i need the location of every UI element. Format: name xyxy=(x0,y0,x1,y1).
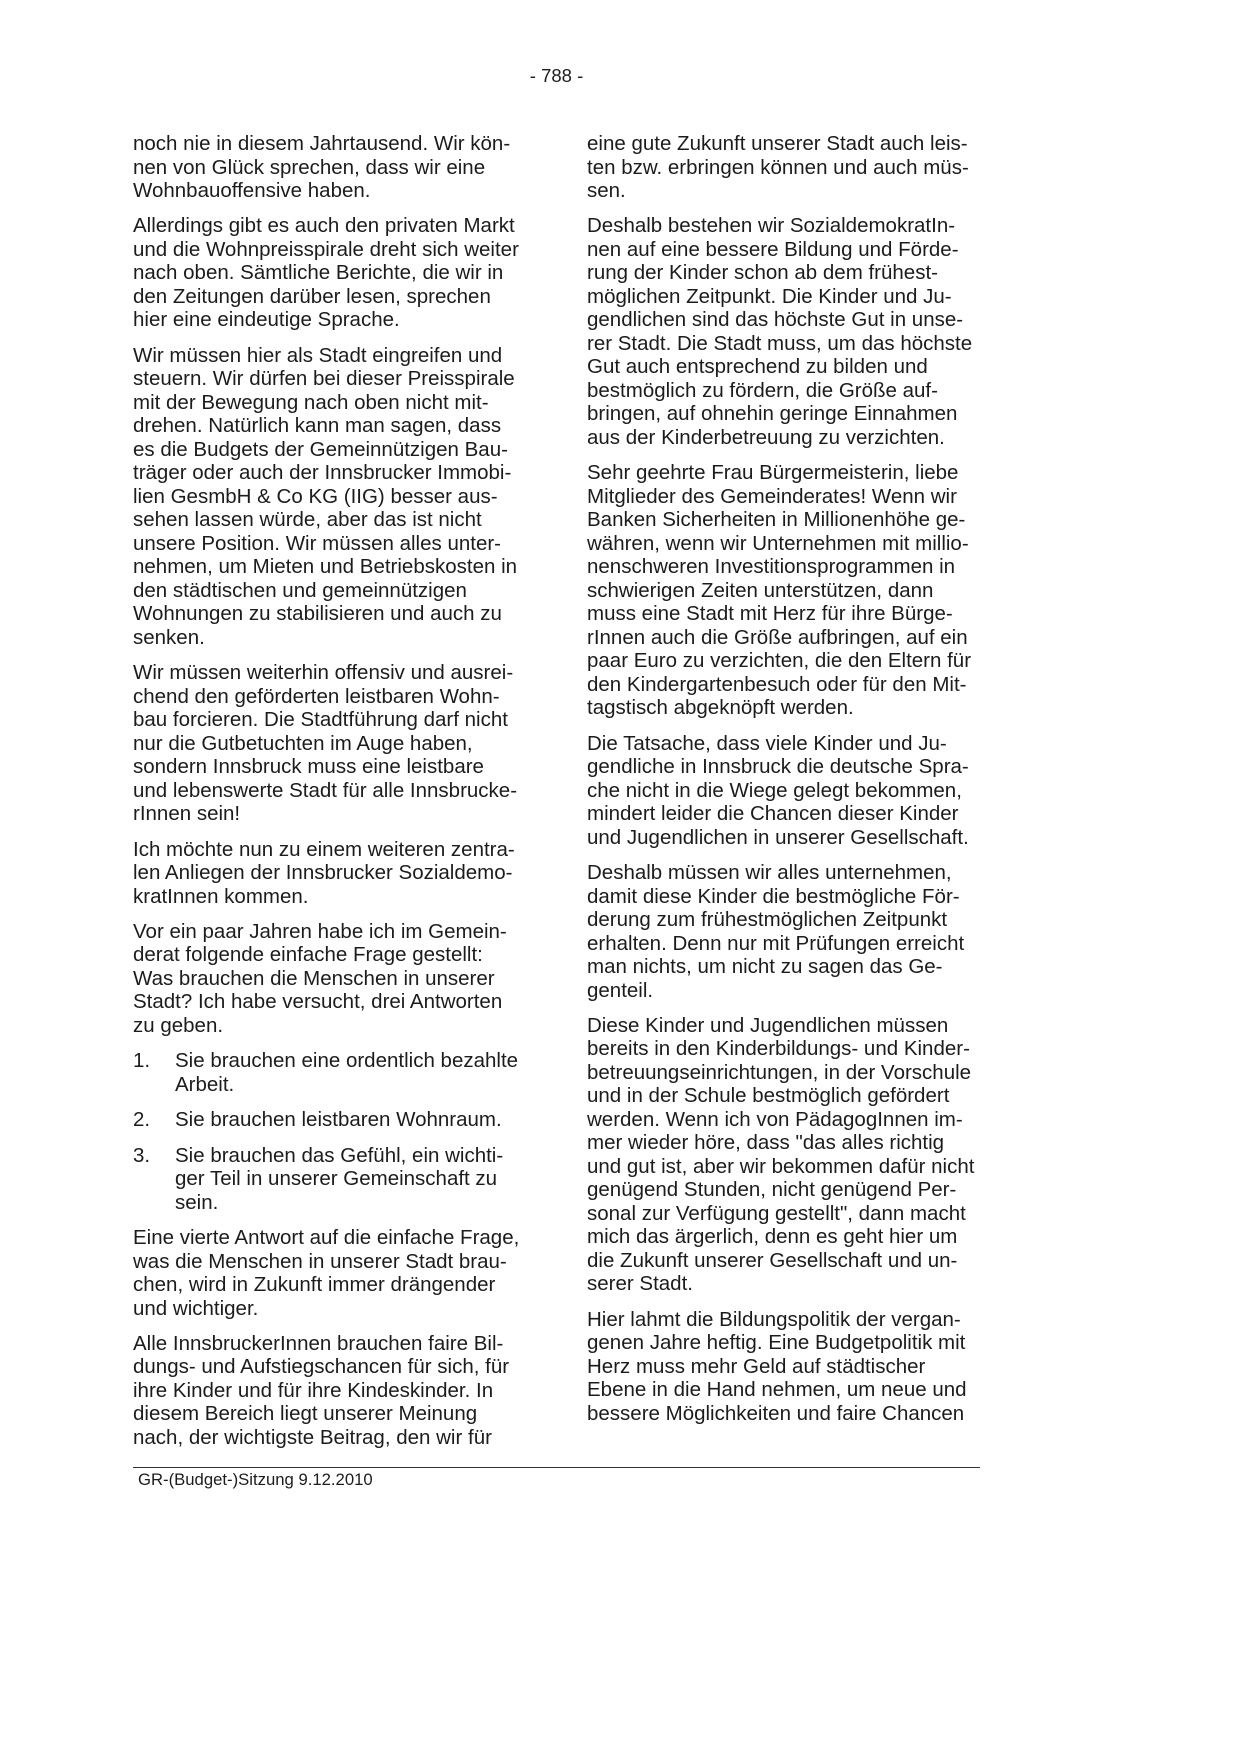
left-column xyxy=(133,132,543,1461)
footer-divider xyxy=(133,1467,980,1468)
paragraph: Sehr geehrte Frau Bürgermeisterin, liebe Mitglieder des Gemeinderates! Wenn wir Banken Sicherheiten in Millionenhöhe ge- währen, wenn wir Unternehmen mit millio- nenschweren Investitionsprogrammen in schwierigen Zeiten unterstützen, dann muss eine Stadt mit Herz für ihre Bürge- rInnen auch die Größe aufbringen, auf ein paar Euro zu verzichten, die den Eltern für den Kindergartenbesuch oder für den Mit- tagstisch abgeknöpft werden. xyxy=(587,461,972,720)
paragraph: Hier lahmt die Bildungspolitik der vergan- genen Jahre heftig. Eine Budgetpolitik mit Herz muss mehr Geld auf städtischer Ebene in die Hand nehmen, um neue und bessere Möglichkeiten und faire Chancen xyxy=(587,1307,967,1425)
paragraph: Diese Kinder und Jugendlichen müssen bereits in den Kinderbildungs- und Kinder- betreuungseinrichtungen, in der Vorschule und in der Schule bestmöglich gefördert werden. Wenn ich von PädagogInnen im- mer wieder höre, dass "das alles richtig und gut ist, aber wir bekommen dafür nicht genügend Stunden, nicht genügend Per- sonal zur Verfügung gestellt", dann macht mich das ärgerlich, denn es geht hier um die Zukunft unserer Gesellschaft und un- serer Stadt. xyxy=(587,1013,975,1296)
right-column xyxy=(587,132,997,1437)
paragraph: Eine vierte Antwort auf die einfache Frage, was die Menschen in unserer Stadt brau- chen, wird in Zukunft immer drängender und wichtiger. xyxy=(133,1226,520,1320)
numbered-list-item xyxy=(133,1108,543,1132)
numbered-list-item xyxy=(133,1144,543,1215)
list-item-number: 3. xyxy=(133,1143,151,1167)
paragraph: Vor ein paar Jahren habe ich im Gemein- derat folgende einfache Frage gestellt: Was brauchen die Menschen in unserer Stadt? Ich habe versucht, drei Antworten zu geben. xyxy=(133,919,507,1037)
footer-session-label: GR-(Budget-)Sitzung 9.12.2010 xyxy=(138,1470,373,1489)
paragraph: Alle InnsbruckerInnen brauchen faire Bil- dungs- und Aufstiegschancen für sich, für ihre Kinder und für ihre Kindeskinder. In diesem Bereich liegt unserer Meinung nach, der wichtigste Beitrag, den wir für xyxy=(133,1331,510,1449)
numbered-list-item xyxy=(133,1049,543,1096)
list-item-text: Sie brauchen das Gefühl, ein wichti- ger Teil in unserer Gemeinschaft zu sein. xyxy=(175,1143,504,1214)
paragraph: Die Tatsache, dass viele Kinder und Ju- gendliche in Innsbruck die deutsche Spra- che nicht in die Wiege gelegt bekommen, mindert leider die Chancen dieser Kinder und Jugendlichen in unserer Gesellschaft. xyxy=(587,731,969,849)
paragraph: Deshalb müssen wir alles unternehmen, damit diese Kinder die bestmögliche För- derung zum frühestmöglichen Zeitpunkt erhalten. Denn nur mit Prüfungen erreicht man nichts, um nicht zu sagen das Ge- genteil. xyxy=(587,861,965,1002)
list-item-text: Sie brauchen leistbaren Wohnraum. xyxy=(175,1108,502,1132)
paragraph: Ich möchte nun zu einem weiteren zentra- len Anliegen der Innsbrucker Sozialdemo- kratInnen kommen. xyxy=(133,837,515,908)
list-item-number: 2. xyxy=(133,1108,151,1132)
list-item-number: 1. xyxy=(133,1049,151,1073)
paragraph: Deshalb bestehen wir SozialdemokratIn- nen auf eine bessere Bildung und Förde- rung der Kinder schon ab dem frühest- möglichen Zeitpunkt. Die Kinder und Ju- gendlichen sind das höchste Gut in unse- rer Stadt. Die Stadt muss, um das höchste Gut auch entsprechend zu bilden und bestmöglich zu fördern, die Größe auf- bringen, auf ohnehin geringe Einnahmen aus der Kinderbetreuung zu verzichten. xyxy=(587,214,973,449)
paragraph: Wir müssen hier als Stadt eingreifen und steuern. Wir dürfen bei dieser Preisspirale mit der Bewegung nach oben nicht mit- drehen. Natürlich kann man sagen, dass es die Budgets der Gemeinnützigen Bau- träger oder auch der Innsbrucker Immobi- lien GesmbH & Co KG (IIG) besser aus- sehen lassen würde, aber das ist nicht unsere Position. Wir müssen alles unter- nehmen, um Mieten und Betriebskosten in den städtischen und gemeinnützigen Wohnungen zu stabilisieren und auch zu senken. xyxy=(133,343,518,649)
paragraph: eine gute Zukunft unserer Stadt auch leis- ten bzw. erbringen können und auch müs- sen. xyxy=(587,132,969,202)
paragraph: Allerdings gibt es auch den privaten Markt und die Wohnpreisspirale dreht sich weiter nach oben. Sämtliche Berichte, die wir in den Zeitungen darüber lesen, sprechen hier eine eindeutige Sprache. xyxy=(133,214,519,332)
page-number: - 788 - xyxy=(529,65,584,86)
list-item-text: Sie brauchen eine ordentlich bezahlte Arbeit. xyxy=(175,1049,519,1096)
paragraph: Wir müssen weiterhin offensiv und ausrei- chend den geförderten leistbaren Wohn- bau forcieren. Die Stadtführung darf nicht nur die Gutbetuchten im Auge haben, sondern Innsbruck muss eine leistbare und lebenswerte Stadt für alle Innsbrucke- rInnen sein! xyxy=(133,661,518,826)
paragraph: noch nie in diesem Jahrtausend. Wir kön- nen von Glück sprechen, dass wir eine Wohnbauoffensive haben. xyxy=(133,132,511,202)
